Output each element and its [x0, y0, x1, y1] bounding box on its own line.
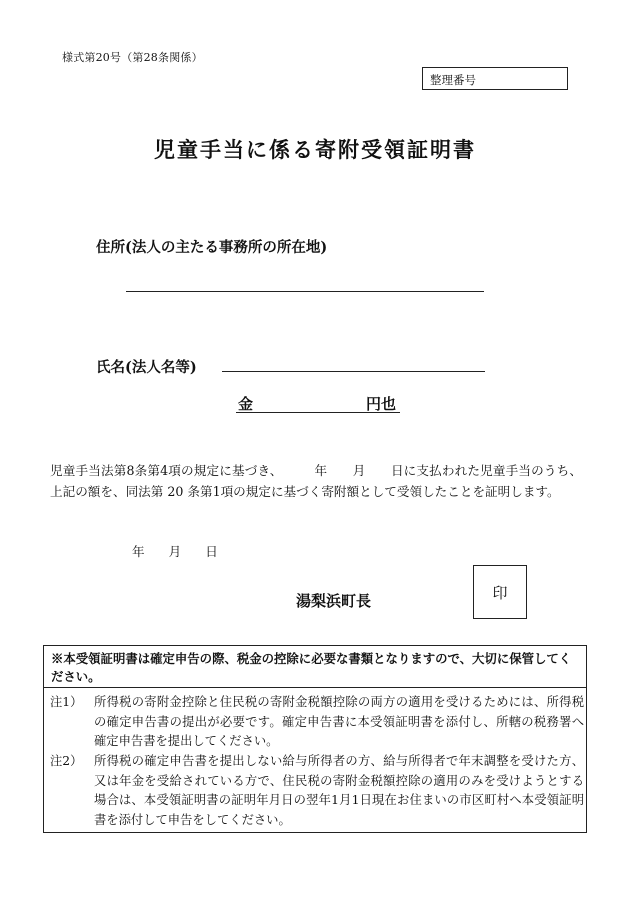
- notice-box: [43, 645, 587, 688]
- amount-suffix: 円也: [366, 395, 397, 413]
- issue-date: [132, 541, 238, 560]
- note-number: 注2）: [50, 754, 83, 768]
- notice-text: ※本受領証明書は確定申告の際、税金の控除に必要な書類となりますので、大切に保管してください。: [51, 651, 572, 684]
- reference-number-label: 整理番号: [430, 73, 476, 87]
- reference-number-box[interactable]: [422, 67, 568, 90]
- note-number: 注1）: [50, 695, 83, 709]
- amount-prefix: 金: [238, 395, 254, 413]
- seal-label: 印: [492, 583, 508, 602]
- document-title: 児童手当に係る寄附受領証明書: [154, 137, 476, 162]
- form-number: 様式第20号（第28条関係）: [62, 51, 203, 64]
- name-label: 氏名(法人名等): [96, 359, 197, 376]
- note-item: [50, 752, 584, 830]
- amount-field-line[interactable]: [236, 412, 400, 413]
- date-day-label: 日: [205, 544, 218, 559]
- issuer-name: 湯梨浜町長: [296, 592, 372, 610]
- note-text: 所得税の確定申告書を提出しない給与所得者の方、給与所得者で年末調整を受けた方、又は年金を受給されている方で、住民税の寄附金税額控除の適用のみを受けようとする場合は、本受領証明書の証明年月日の翌年1月1日現在お住まいの市区町村へ本受領証明書を添付して申告をしてください。: [94, 754, 584, 827]
- seal-box: [473, 565, 527, 619]
- date-year-label: 年: [132, 544, 145, 559]
- notes-box: [43, 688, 587, 833]
- date-month-label: 月: [168, 544, 182, 559]
- name-field-line[interactable]: [222, 371, 485, 372]
- address-field-line[interactable]: [126, 291, 484, 292]
- address-label: 住所(法人の主たる事務所の所在地): [96, 239, 328, 256]
- note-item: [50, 693, 584, 752]
- note-text: 所得税の寄附金控除と住民税の寄附金税額控除の両方の適用を受けるためには、所得税の確定申告書の提出が必要です。確定申告書に本受領証明書を添付し、所轄の税務署へ確定申告書を提出してください。: [94, 695, 584, 748]
- certification-text: 児童手当法第8条第4項の規定に基づき、 年 月 日に支払われた児童手当のうち、上記の額を、同法第 20 条第1項の規定に基づく寄附額として受領したことを証明します。: [50, 463, 582, 499]
